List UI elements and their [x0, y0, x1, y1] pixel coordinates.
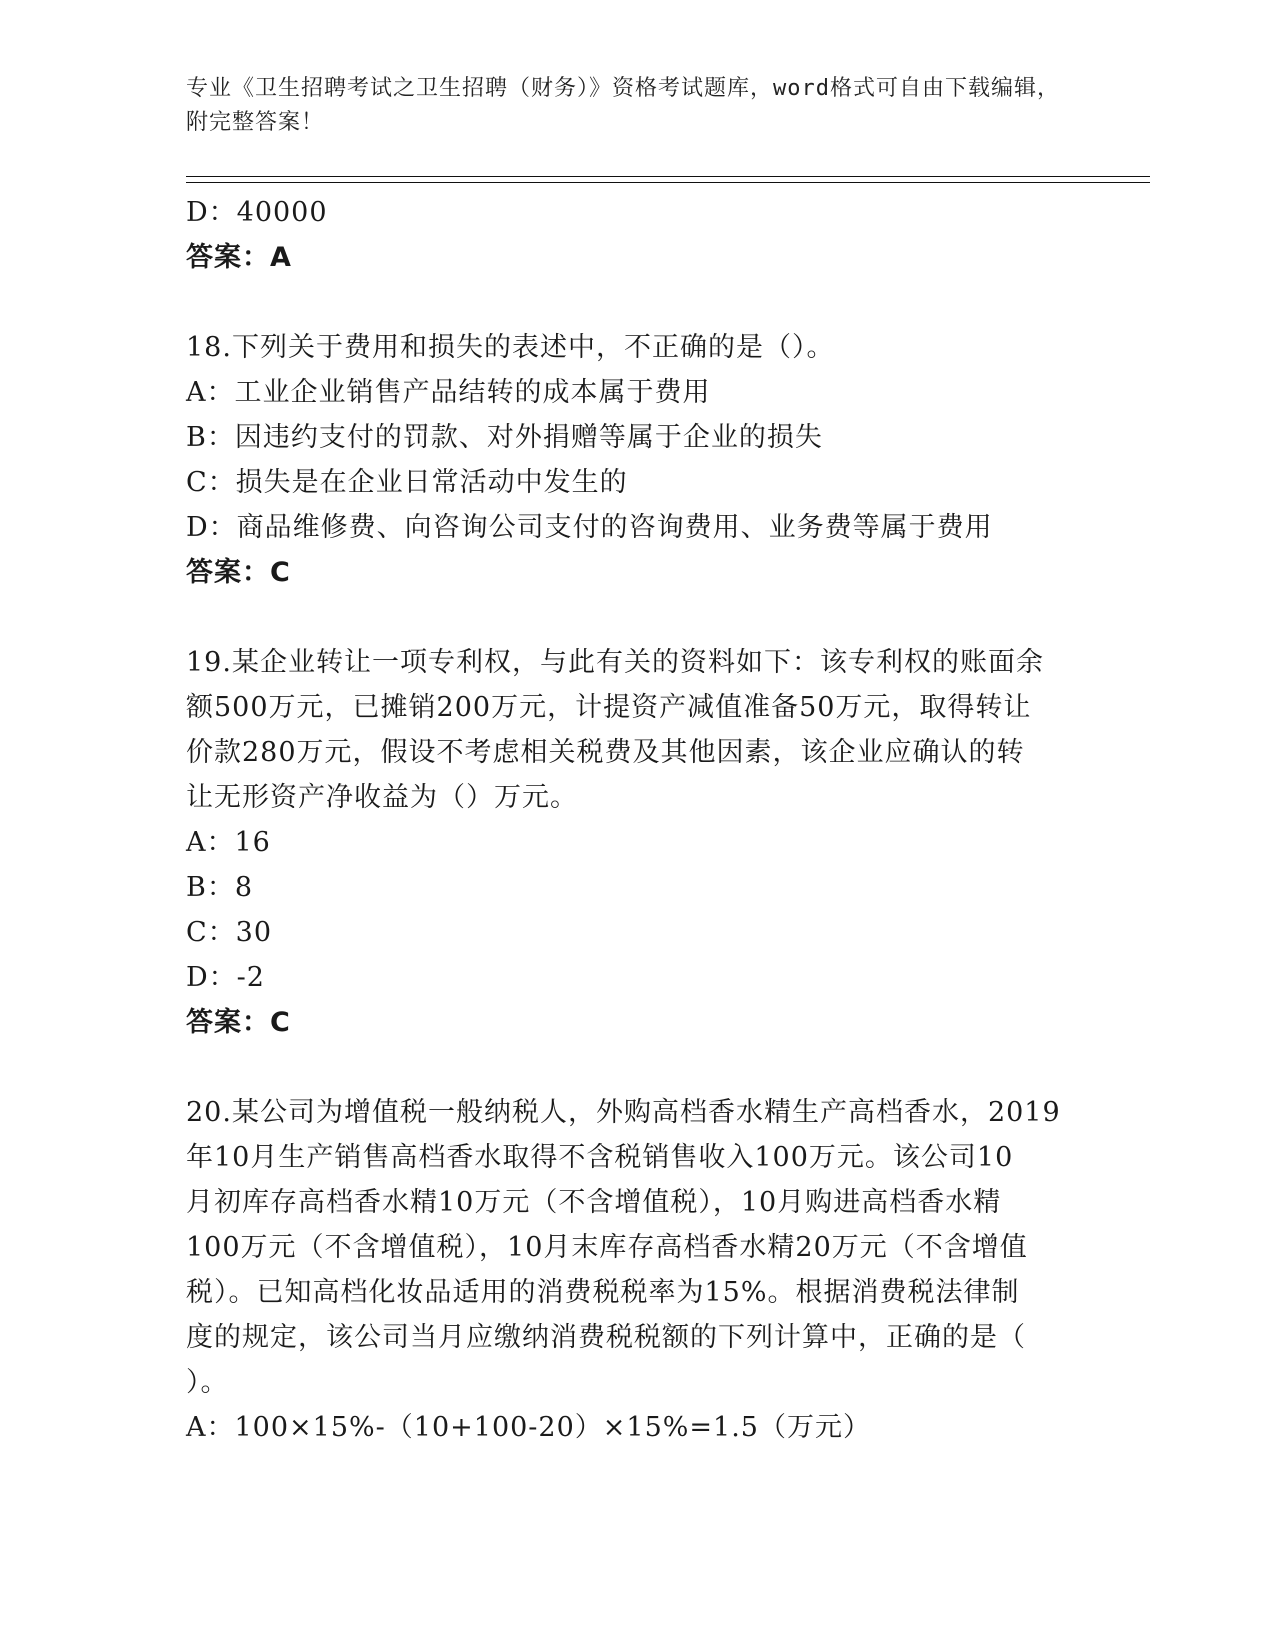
prev-answer: 答案：A — [186, 242, 292, 273]
q18-stem: 18.下列关于费用和损失的表述中，不正确的是（）。 — [186, 332, 835, 363]
q18-answer: 答案：C — [186, 557, 291, 588]
q18-option-b: B：因违约支付的罚款、对外捐赠等属于企业的损失 — [186, 422, 823, 453]
q19-stem-line-1: 19.某企业转让一项专利权，与此有关的资料如下：该专利权的账面余 — [186, 647, 1044, 678]
spacer — [186, 1045, 1086, 1090]
q20-option-a: A：100×15%-（10+100-20）×15%=1.5（万元） — [186, 1412, 871, 1443]
q19-option-d: D：-2 — [186, 962, 265, 993]
q20-stem-line-5: 税）。已知高档化妆品适用的消费税税率为15%。根据消费税法律制 — [186, 1277, 1020, 1308]
header-rule-bottom — [186, 182, 1150, 183]
q19-stem-line-4: 让无形资产净收益为（）万元。 — [186, 782, 578, 813]
q18-option-a: A：工业企业销售产品结转的成本属于费用 — [186, 377, 711, 408]
q19-option-a: A：16 — [186, 827, 271, 858]
q19-stem-line-2: 额500万元，已摊销200万元，计提资产减值准备50万元，取得转让 — [186, 692, 1032, 723]
q19-option-c: C：30 — [186, 917, 273, 948]
q20-stem-line-1: 20.某公司为增值税一般纳税人，外购高档香水精生产高档香水，2019 — [186, 1097, 1061, 1128]
spacer — [186, 280, 1086, 325]
q20-stem-line-4: 100万元（不含增值税），10月末库存高档香水精20万元（不含增值 — [186, 1232, 1028, 1263]
q20-stem-line-3: 月初库存高档香水精10万元（不含增值税），10月购进高档香水精 — [186, 1187, 1002, 1218]
q18-option-d: D：商品维修费、向咨询公司支付的咨询费用、业务费等属于费用 — [186, 512, 993, 543]
header-text: 专业《卫生招聘考试之卫生招聘（财务）》资格考试题库，word格式可自由下载编辑，附完整答案！ — [186, 76, 1060, 135]
prev-option-d: D：40000 — [186, 197, 328, 228]
q19-option-b: B：8 — [186, 872, 254, 903]
q19-stem-line-3: 价款280万元，假设不考虑相关税费及其他因素，该企业应确认的转 — [186, 737, 1025, 768]
header-rule-top — [186, 176, 1150, 177]
q20-stem-line-7: ）。 — [186, 1367, 229, 1398]
q20-stem-line-6: 度的规定，该公司当月应缴纳消费税税额的下列计算中，正确的是（ — [186, 1322, 1026, 1353]
spacer — [186, 595, 1086, 640]
q18-option-c: C：损失是在企业日常活动中发生的 — [186, 467, 628, 498]
q19-answer: 答案：C — [186, 1007, 291, 1038]
question-body — [186, 190, 1086, 1450]
page-header — [186, 72, 1066, 140]
q20-stem-line-2: 年10月生产销售高档香水取得不含税销售收入100万元。该公司10 — [186, 1142, 1014, 1173]
